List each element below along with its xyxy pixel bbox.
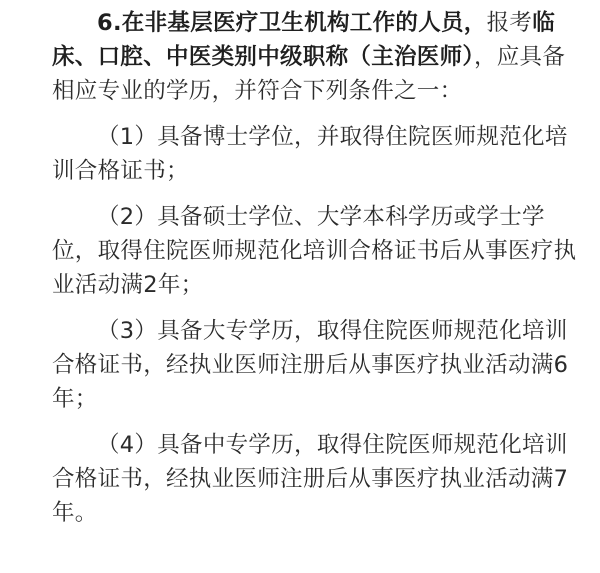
intro-paragraph — [52, 6, 582, 108]
condition-4: （4）具备中专学历，取得住院医师规范化培训合格证书，经执业医师注册后从事医疗执业活动满7年。 — [52, 432, 569, 526]
condition-2: （2）具备硕士学位、大学本科学历或学士学位，取得住院医师规范化培训合格证书后从事医疗执业活动满2年； — [52, 204, 577, 298]
intro-normal-1: 报考 — [486, 10, 533, 36]
condition-1: （1）具备博士学位，并取得住院医师规范化培训合格证书； — [52, 124, 568, 184]
intro-normal-2: ，应具备相应专业的学历，并符合下列条件之一： — [52, 44, 566, 104]
intro-bold-title: 临床、口腔、中医类别中级职称（主治医师） — [52, 10, 556, 70]
condition-3: （3）具备大专学历，取得住院医师规范化培训合格证书，经执业医师注册后从事医疗执业活动满6年； — [52, 318, 569, 412]
intro-bold-lead: 6.在非基层医疗卫生机构工作的人员， — [97, 10, 487, 36]
document-body — [52, 6, 582, 542]
